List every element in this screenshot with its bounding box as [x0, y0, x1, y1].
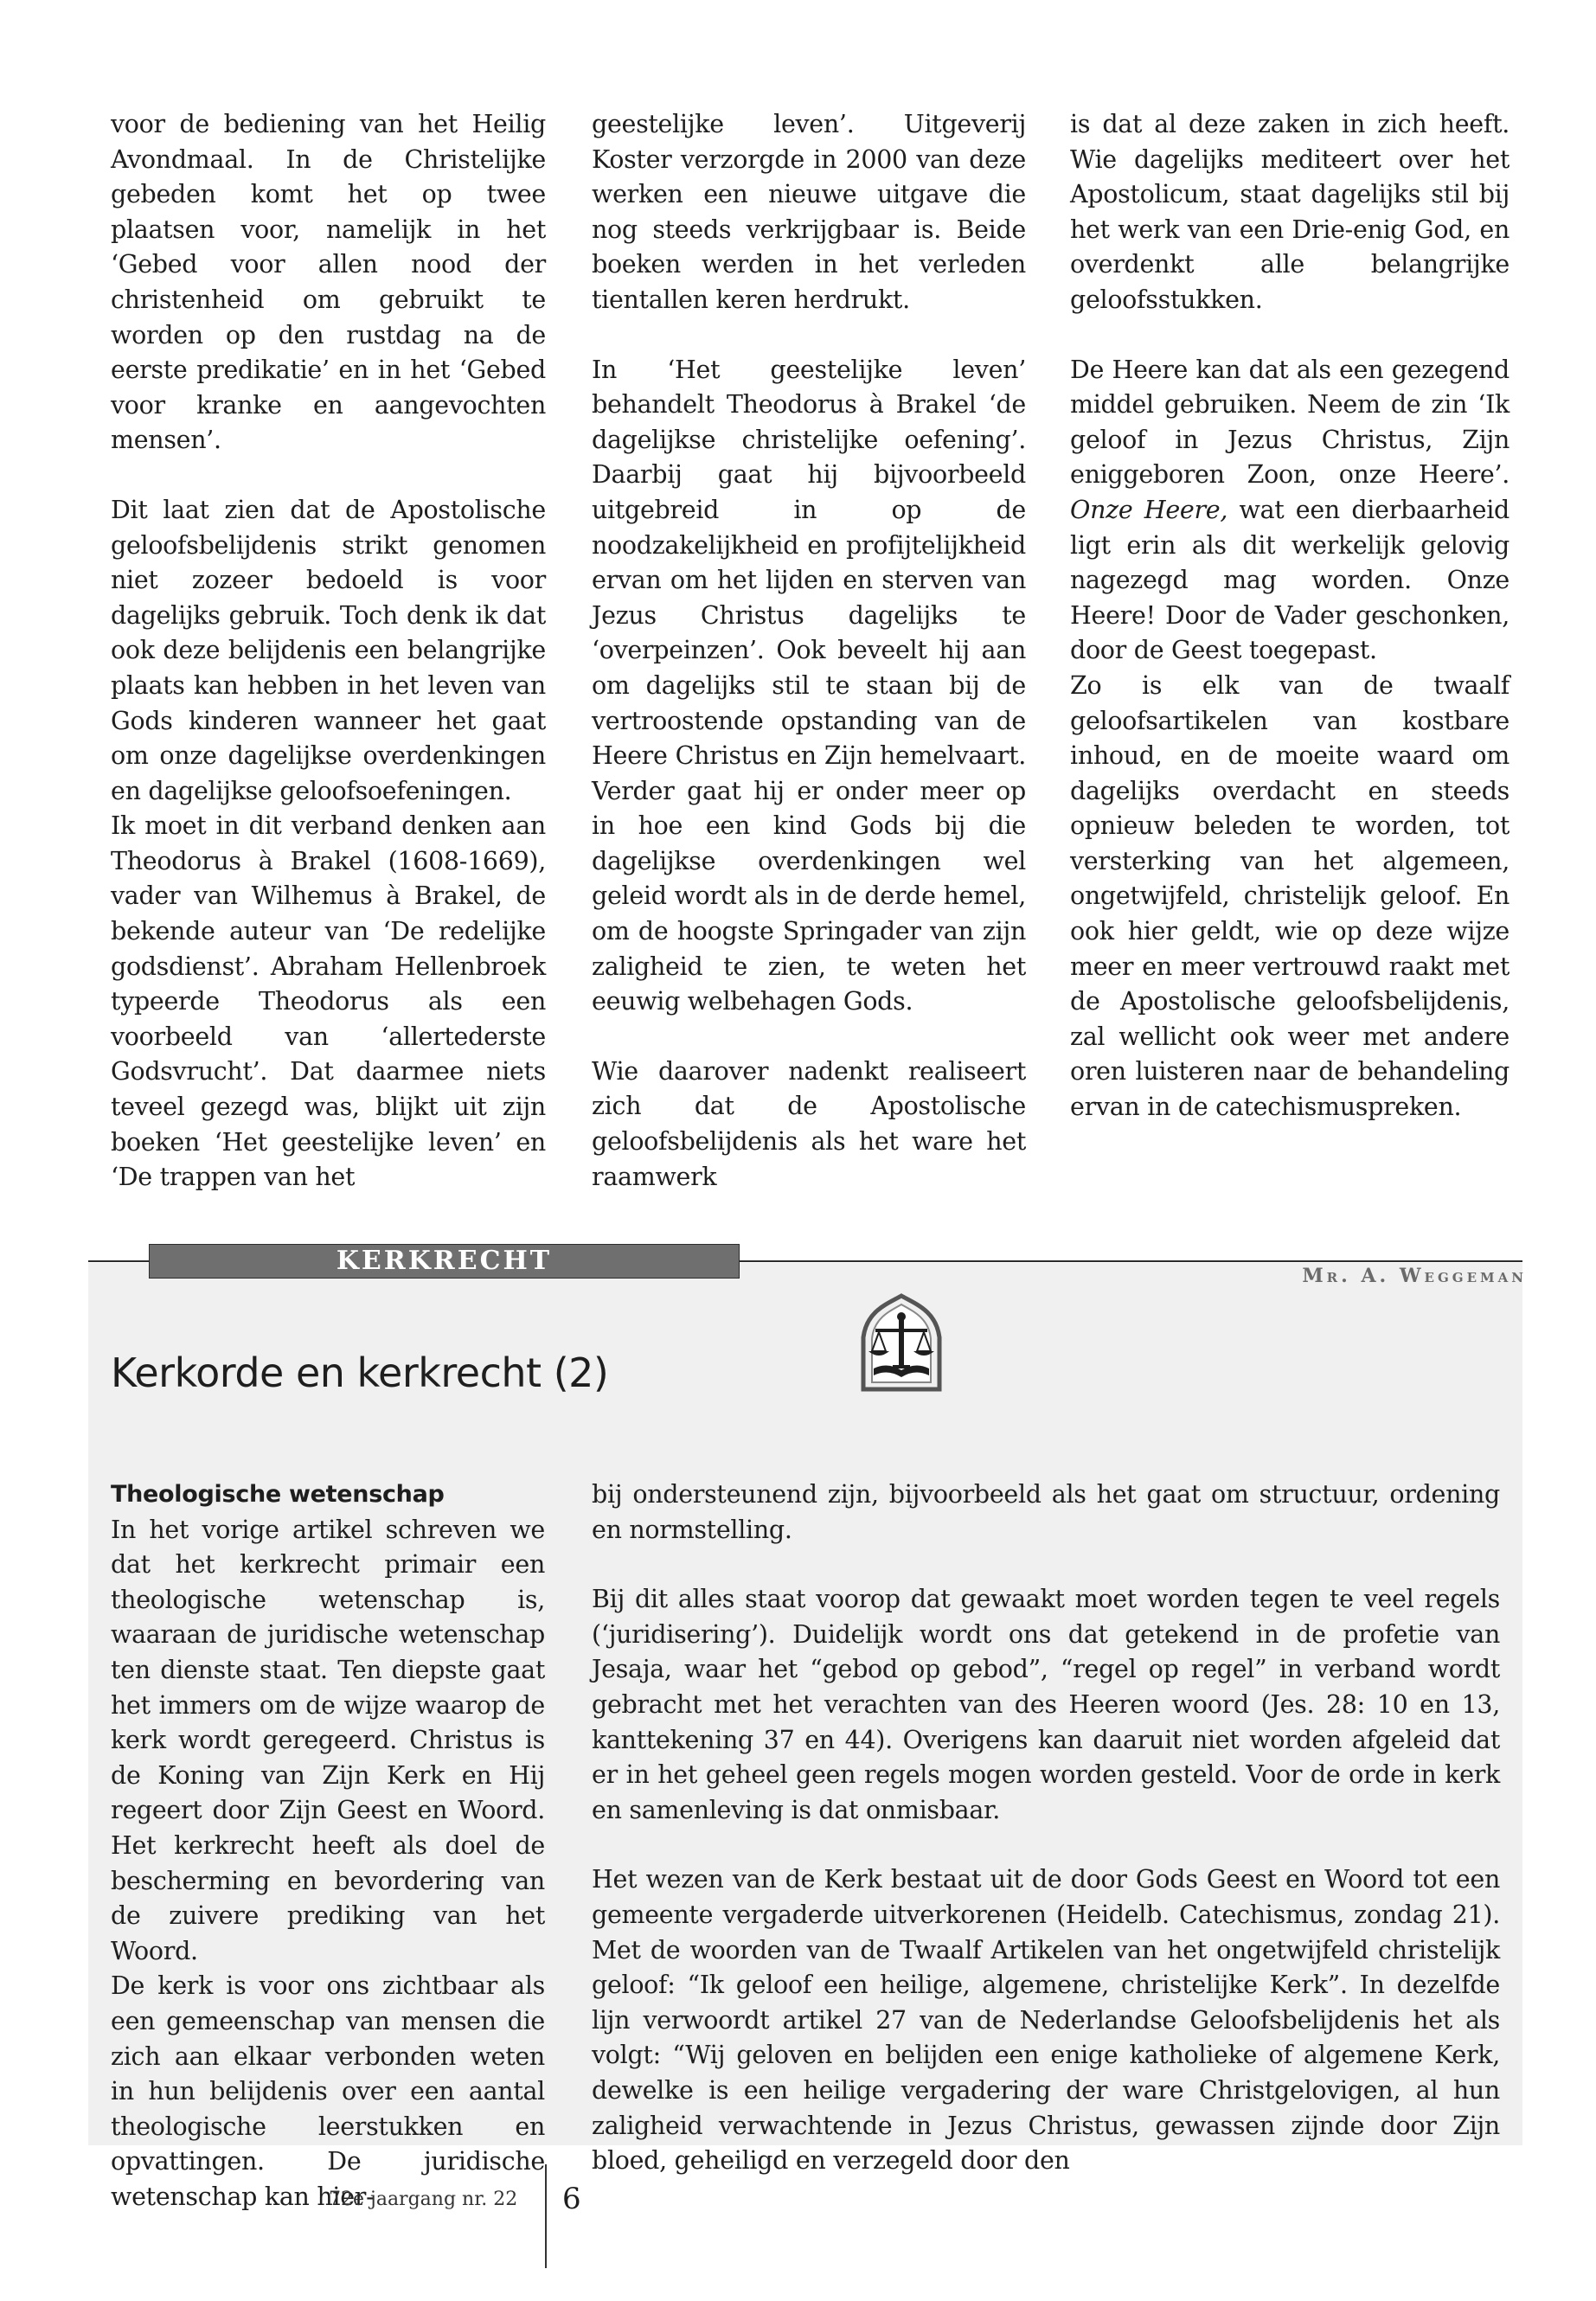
section-banner — [149, 1244, 740, 1279]
paragraph: De kerk is voor ons zichtbaar als een gemeenschap van mensen die zich aan elkaar verbonden weten in hun belijdenis over een aantal theologische leerstukken en opvattingen. De juridische wetenschap kan hier- — [111, 1971, 545, 2211]
page-number: 6 — [562, 2182, 581, 2216]
section-label: KERKRECHT — [336, 1246, 553, 1276]
issue-info: 72e jaargang nr. 22 — [329, 2189, 518, 2210]
paragraph: voor de bediening van het Heilig Avondmaal. In de Christelijke gebeden komt het op twee plaatsen voor, namelijk in het ‘Gebed voor allen nood der christenheid om gebruikt te worden op den rustdag na de eerste predikatie’ en in het ‘Gebed voor kranke en aangevochten mensen’. — [111, 110, 546, 455]
author-byline: Mr. A. Weggeman — [1302, 1265, 1527, 1287]
footer-divider — [545, 2164, 547, 2268]
paragraph: Ik moet in dit verband denken aan Theodorus à Brakel (1608-1669), vader van Wilhemus à Brakel, de bekende auteur van ‘De redelijke godsdienst’. Abraham Hellenbroek typeerde Theodorus als een voorbeeld van ‘allertederste Godsvrucht’. Dat daarmee niets teveel gezegd was, blijkt uit zijn boeken ‘Het geestelijke leven’ en ‘De trappen van het — [111, 811, 546, 1192]
article-column-2 — [592, 1477, 1500, 2179]
paragraph: is dat al deze zaken in zich heeft. Wie dagelijks mediteert over het Apostolicum, staat dagelijks stil bij het werk van een Drie-enig God, en overdenkt alle belangrijke geloofsstukken. — [1070, 110, 1509, 314]
italic-text: Onze Heere, — [1070, 495, 1228, 524]
paragraph: Het wezen van de Kerk bestaat uit de door Gods Geest en Woord tot een gemeente vergaderde uitverkorenen (Heidelb. Catechismus, zondag 21). Met de woorden van de Twaalf Artikelen van het ongetwijfeld christelijk geloof: “Ik geloof een heilige, algemene, christelijke Kerk”. In dezelfde lijn verwoordt artikel 27 van de Nederlandse Geloofsbelijdenis het als volgt: “Wij geloven en belijden een enige katholieke of algemene Kerk, dewelke is een heilige vergadering der ware Christgelovigen, al hun zaligheid verwachtende in Jezus Christus, gewassen zijnde door Zijn bloed, geheiligd en verzegeld door den — [592, 1865, 1500, 2176]
article-title: Kerkorde en kerkrecht (2) — [111, 1349, 609, 1396]
subheading: Theologische wetenschap — [111, 1481, 445, 1508]
paragraph: Wie daarover nadenkt realiseert zich dat de Apostolische geloofsbelijdenis als het ware het raamwerk — [592, 1056, 1026, 1191]
article-column-1 — [111, 1477, 545, 2214]
scales-of-justice-icon — [855, 1292, 948, 1398]
paragraph: geestelijke leven’. Uitgeverij Koster verzorgde in 2000 van deze werken een nieuwe uitgave die nog steeds verkrijgbaar is. Beide boeken werden in het verleden tientallen keren herdrukt. — [592, 110, 1026, 314]
top-column-2 — [592, 107, 1026, 1195]
paragraph: Dit laat zien dat de Apostolische geloofsbelijdenis strikt genomen niet zozeer bedoeld is voor dagelijks gebruik. Toch denk ik dat ook deze belijdenis een belangrijke plaats kan hebben in het leven van Gods kinderen wanneer het gaat om onze dagelijkse overdenkingen en dagelijkse geloofsoefeningen. — [111, 495, 546, 805]
paragraph: In het vorige artikel schreven we dat het kerkrecht primair een theologische wetenschap is, waaraan de juridische wetenschap ten dienste staat. Ten diepste gaat het immers om de wijze waarop de kerk wordt geregeerd. Christus is de Koning van Zijn Kerk en Hij regeert door Zijn Geest en Woord. Het kerkrecht heeft als doel de bescherming en bevordering van de zuivere prediking van het Woord. — [111, 1515, 545, 1965]
paragraph: Zo is elk van de twaalf geloofsartikelen van kostbare inhoud, en de moeite waard om dagelijks overdacht en steeds opnieuw beleden te worden, tot versterking van het algemeen, ongetwijfeld, christelijk geloof. En ook hier geldt, wie op deze wijze meer en meer vertrouwd raakt met de Apostolische geloofsbelijdenis, zal wellicht ook weer met andere oren luisteren naar de behandeling ervan in de catechismuspreken. — [1070, 670, 1509, 1122]
text-run: De Heere kan dat als een gezegend middel gebruiken. Neem de zin ‘Ik geloof in Jezus Christus, Zijn eniggeboren Zoon, onze Heere’. — [1070, 355, 1509, 490]
paragraph — [1070, 353, 1509, 669]
paragraph: Bij dit alles staat voorop dat gewaakt moet worden tegen te veel regels (‘juridisering’). Duidelijk wordt ons dat getekend in de profetie van Jesaja, waar het “gebod op gebod”, “regel op regel” in verband wordt gebracht met het verachten van des Heeren woord (Jes. 28: 10 en 13, kanttekening 37 en 44). Overigens kan daaruit niet worden afgeleid dat er in het geheel geen regels mogen worden gesteld. Voor de orde in kerk en samenleving is dat onmisbaar. — [592, 1585, 1500, 1824]
text-run: wat een dierbaarheid ligt erin als dit werkelijk gelovig nagezegd mag worden. Onze Heere! Door de Vader geschonken, door de Geest toegepast. — [1070, 495, 1509, 665]
top-column-1 — [111, 107, 546, 1195]
top-column-3 — [1070, 107, 1509, 1125]
paragraph: bij ondersteunend zijn, bijvoorbeeld als het gaat om structuur, ordening en normstelling. — [592, 1480, 1500, 1544]
paragraph: In ‘Het geestelijke leven’ behandelt Theodorus à Brakel ‘de dagelijkse christelijke oefening’. Daarbij gaat hij bijvoorbeeld uitgebreid in op de noodzakelijkheid en profijtelijkheid ervan om het lijden en sterven van Jezus Christus dagelijks te ‘overpeinzen’. Ook beveelt hij aan om dagelijks stil te staan bij de vertroostende opstanding van de Heere Christus en Zijn hemelvaart. Verder gaat hij er onder meer op in hoe een kind Gods bij die dagelijkse overdenkingen wel geleid wordt als in de derde hemel, om de hoogste Springader van zijn zaligheid te zien, te weten het eeuwig welbehagen Gods. — [592, 355, 1026, 1016]
